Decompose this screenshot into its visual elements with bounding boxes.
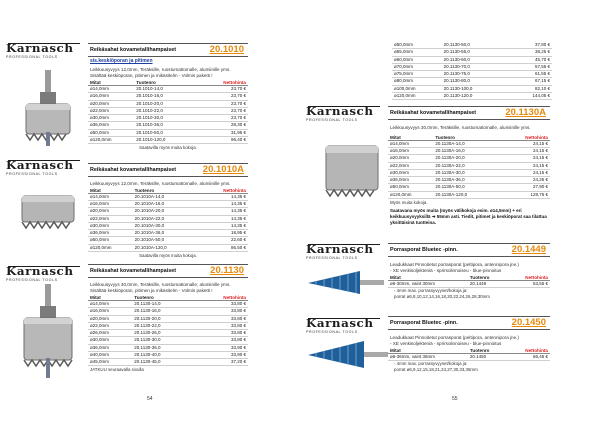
table-row [88, 201, 248, 208]
table-row [388, 148, 550, 155]
availability-note: Saatavana myös muita (myös välikokoja esim. ø14,5mm) + eri keikkuusyvyyksillä ➜ 55mm asti. Tiedit, pitimet ja keskiöporat saa tilattua yksittäisinä tuotteina. [390, 207, 547, 225]
section-20-1130 [88, 264, 248, 372]
cell-size: ø30,0mm [88, 337, 132, 344]
cell-product-number: 20.1130-14,0 [132, 301, 191, 308]
cell-product-number: 20.1130A-120,0 [433, 191, 498, 198]
cell-product-number: 20.1130A-16,0 [433, 148, 498, 155]
cell-size: ø50,0mm [88, 129, 134, 136]
table-row [392, 78, 552, 85]
cell-net-price: 38,25 € [507, 49, 553, 56]
cell-size: ø36,0mm [388, 177, 433, 184]
col-header-size: Mitat [388, 275, 468, 281]
cell-product-number: 20.1130-20,0 [132, 315, 191, 322]
cell-product-number: 20.1130-100,0 [442, 85, 507, 92]
cell-net-price: 33,80 € [192, 330, 248, 337]
cell-size: ø22,0mm [388, 162, 433, 169]
cell-net-price: 96,40 € [195, 136, 248, 143]
brand-logo [306, 318, 382, 332]
brand-name: Karnasch [6, 159, 74, 172]
table-row [88, 215, 248, 222]
cell-size: ø14,0mm [88, 301, 132, 308]
left-page [0, 0, 298, 424]
description-line: Leadukkaat Pinnoitetut porrasporat (peltipora, antennipora jne.) [390, 335, 519, 340]
cell-product-number: 20.1010-14,0 [134, 86, 195, 93]
col-header-product-number: Tuotenro [468, 348, 505, 354]
hole-saw-with-arbor-image [16, 70, 80, 148]
table-row [388, 184, 550, 191]
brand-tagline: PROFESSIONAL TOOLS [306, 330, 358, 334]
cell-product-number: 20.1130A-30,0 [433, 169, 498, 176]
cell-product-number: 20.1010-50,0 [134, 129, 195, 136]
cell-product-number: 20.1010A-50,0 [133, 237, 198, 244]
brand-name: Karnasch [6, 265, 74, 278]
cell-net-price: 33,90 € [192, 344, 248, 351]
table-row [388, 140, 550, 147]
cell-product-number: 20.1130-26,0 [132, 330, 191, 337]
cell-net-price: 28,30 € [195, 122, 248, 129]
cell-product-number: 20.1130A-20,0 [433, 155, 498, 162]
bullet-line: - 4mm max. porrassyvyyset/kokoja ja: [394, 361, 468, 367]
cell-net-price: 24,15 € [498, 169, 550, 176]
col-header-size: Mitat [388, 348, 468, 354]
description-line: - XE venkisoljekteniä - sprirsolinnoiseu - blue-pinnoitus [390, 268, 502, 274]
product-code-link[interactable]: 20.1010 [209, 44, 244, 55]
brand-tagline: PROFESSIONAL TOOLS [306, 256, 358, 260]
table-row [88, 351, 248, 358]
table-row [88, 222, 248, 229]
cell-product-number: 20.1010-120,0 [134, 136, 195, 143]
cell-product-number: 20.1010-36,0 [134, 122, 195, 129]
cell-size: ø16,0mm [388, 148, 433, 155]
cell-product-number: 20.1130-30,0 [132, 337, 191, 344]
cell-size: ø30,0mm [88, 222, 133, 229]
brand-name: Karnasch [6, 42, 74, 55]
cell-product-number: 20.1010A-22,0 [133, 215, 198, 222]
cell-size: ø20,0mm [88, 208, 133, 215]
cell-size: ø75,0mm [392, 71, 442, 78]
section-title-bar [88, 43, 248, 57]
product-code-link[interactable]: 20.1450 [511, 317, 546, 328]
cell-net-price: 14,35 € [197, 201, 248, 208]
product-code-link[interactable]: 20.1130A [505, 107, 546, 118]
cell-product-number: 20.1010-20,0 [134, 100, 195, 107]
cell-net-price: 23,70 € [195, 100, 248, 107]
table-row [392, 42, 552, 49]
continues-note: JATKUU seuraavalla sivulla [90, 367, 144, 373]
cell-net-price: 86,50 € [197, 244, 248, 251]
cell-product-number: 20.1130-70,0 [442, 63, 507, 70]
cell-size: ø20,0mm [88, 315, 132, 322]
description-line: Sisältää keskiöporan, pitimen ja mikäsitelm - Volmis paketti ! [90, 288, 213, 294]
cell-size: ø50,0mm [388, 184, 433, 191]
section-20-1010 [88, 43, 248, 150]
cell-net-price: 82,10 € [507, 85, 553, 92]
price-table [88, 295, 248, 367]
cell-net-price: 23,70 € [195, 115, 248, 122]
deep-hole-saw-image [322, 140, 382, 204]
col-header-size: Mitat [88, 295, 132, 301]
cell-net-price: 57,55 € [507, 63, 553, 70]
cell-size: ø80,0mm [392, 78, 442, 85]
price-table [88, 187, 248, 252]
description-line: Leikkuusyvyys 12,0mm, Teräksille, ruostumattomalle, alumiinille yms. [90, 67, 231, 72]
cell-size: ø120,0mm [88, 136, 134, 143]
table-row [392, 92, 552, 99]
brand-name: Karnasch [306, 317, 374, 330]
cell-product-number: 20.1010A-14,0 [133, 193, 198, 200]
col-header-net-price: Nettohinta [197, 187, 248, 193]
cell-size: ø40,0mm [88, 351, 132, 358]
cell-net-price: 66,45 € [505, 354, 550, 361]
section-title: Reikäsahat kovametallihampaiset [90, 167, 176, 173]
cell-product-number: 20.1130-50,0 [442, 42, 507, 49]
cell-size: ø26,0mm [88, 330, 132, 337]
cell-net-price: 23,70 € [195, 86, 248, 93]
table-row [88, 122, 248, 129]
description-line: Sisältää keskiöporan, pitimen ja mikäsitelm - Volmis paketti ! [90, 73, 213, 79]
cell-product-number: 20.1130-40,0 [132, 351, 191, 358]
cell-size: ø22,0mm [88, 322, 132, 329]
cell-product-number: 20.1130A-50,0 [433, 184, 498, 191]
cell-product-number: 20.1010A-120,0 [133, 244, 198, 251]
cell-net-price: 24,25 € [498, 177, 550, 184]
bullet-line: porrat ø6,9,12,15,18,21,24,27,30,33,36mm [394, 366, 478, 372]
step-drill-image [304, 338, 390, 372]
section-title-bar [88, 264, 248, 278]
section-note: Saatavilla myös muita kokoja. [139, 145, 197, 151]
cell-size: ø45,0mm [88, 359, 132, 366]
cell-product-number: 20.1130-36,0 [132, 344, 191, 351]
section-title: Porrasporat Bluetec -pinn. [390, 320, 458, 326]
table-row [88, 322, 248, 329]
section-title: Reikäsahat kovametallihampaiset [390, 110, 476, 116]
col-header-net-price: Nettohinta [192, 295, 248, 301]
price-table [392, 42, 552, 100]
col-header-product-number: Tuotenro [133, 187, 198, 193]
table-row [88, 193, 248, 200]
table-row [392, 63, 552, 70]
cell-size: ø30,0mm [88, 115, 134, 122]
cell-size: ø55,0mm [392, 49, 442, 56]
col-header-net-price: Nettohinta [195, 80, 248, 86]
section-20-1130A [388, 106, 550, 226]
brand-logo [306, 106, 382, 120]
cell-net-price: 24,15 € [498, 140, 550, 147]
cell-product-number: 20.1130-75,0 [442, 71, 507, 78]
brand-tagline: PROFESSIONAL TOOLS [6, 278, 58, 282]
table-row [88, 107, 248, 114]
section-20-1449 [388, 243, 550, 300]
cell-product-number: 20.1130-55,0 [442, 49, 507, 56]
cell-size: ø70,0mm [392, 63, 442, 70]
cell-size: ø14,0mm [388, 140, 433, 147]
product-code-link[interactable]: 20.1449 [511, 244, 546, 255]
table-row [88, 136, 248, 143]
col-header-net-price: Nettohinta [498, 134, 550, 140]
cell-net-price: 128,75 € [498, 191, 550, 198]
cell-net-price: 31,95 € [195, 129, 248, 136]
cell-net-price: 23,70 € [195, 107, 248, 114]
cell-product-number: 20.1130A-22,0 [433, 162, 498, 169]
table-row [88, 330, 248, 337]
cell-size: ø14,0mm [88, 86, 134, 93]
table-row [88, 86, 248, 93]
cell-net-price: 33,90 € [192, 351, 248, 358]
cell-net-price: 61,55 € [507, 71, 553, 78]
section-subhead: sis.keskiöporan ja pitimen [90, 58, 153, 64]
cell-product-number: 20.1130-80,0 [442, 78, 507, 85]
cell-net-price: 37,80 € [507, 42, 553, 49]
cell-net-price: 33,80 € [192, 315, 248, 322]
cell-size: ø20,0mm [388, 155, 433, 162]
cell-net-price: 33,80 € [192, 308, 248, 315]
table-row [388, 191, 550, 198]
cell-product-number: 20.1450 [468, 354, 505, 361]
cell-size: ø36,0mm [88, 344, 132, 351]
cell-net-price: 33,80 € [192, 322, 248, 329]
section-title: Reikäsahat kovametallihampaiset [90, 268, 176, 274]
col-header-net-price: Nettohinta [505, 275, 550, 281]
table-row [88, 315, 248, 322]
table-row [88, 129, 248, 136]
table-row [392, 85, 552, 92]
cell-product-number: 20.1010-16,0 [134, 93, 195, 100]
cell-product-number: 20.1010-22,0 [134, 107, 195, 114]
cell-size: ø22,0mm [88, 215, 133, 222]
price-table [388, 275, 550, 289]
cell-size: ø50,0mm [392, 42, 442, 49]
description-line: - XE venkisoljekteniä - sprirsolinnoiseu - blue-pinnoitus [390, 341, 502, 347]
col-header-size: Mitat [388, 134, 433, 140]
table-row [88, 230, 248, 237]
deep-hole-saw-with-arbor-image [14, 284, 82, 380]
section-title-bar [388, 316, 550, 330]
price-table [88, 80, 248, 145]
cell-net-price: 18,95 € [197, 230, 248, 237]
cell-product-number: 20.1010-30,0 [134, 115, 195, 122]
brand-name: Karnasch [306, 105, 374, 118]
cell-size: ø30,0mm [388, 169, 433, 176]
section-title-bar [388, 106, 550, 120]
brand-tagline: PROFESSIONAL TOOLS [306, 118, 358, 122]
page-number: 54 [147, 396, 153, 402]
table-row [388, 354, 550, 361]
hole-saw-image [18, 192, 78, 230]
cell-net-price: 33,80 € [192, 337, 248, 344]
cell-net-price: 45,70 € [507, 56, 553, 63]
cell-size: ø120,0mm [88, 244, 133, 251]
brand-tagline: PROFESSIONAL TOOLS [6, 55, 58, 59]
product-code-link[interactable]: 20.1010A [202, 164, 244, 175]
cell-product-number: 20.1130-16,0 [132, 308, 191, 315]
table-row [388, 169, 550, 176]
cell-net-price: 33,80 € [192, 301, 248, 308]
table-row [88, 337, 248, 344]
col-header-product-number: Tuotenro [433, 134, 498, 140]
product-code-link[interactable]: 20.1130 [210, 265, 244, 276]
cell-net-price: 24,15 € [498, 148, 550, 155]
section-20-1450 [388, 316, 550, 373]
brand-tagline: PROFESSIONAL TOOLS [6, 172, 58, 176]
cell-product-number: 20.1010A-36,0 [133, 230, 198, 237]
cell-product-number: 20.1130-120,0 [442, 92, 507, 99]
brand-logo [306, 244, 382, 258]
cell-product-number: 20.1130-22,0 [132, 322, 191, 329]
brand-logo [6, 160, 82, 174]
table-row [388, 155, 550, 162]
description-line: Leikkuusyvyys 12,0mm, Teräksille, ruostumattomalle, alumiinille yms. [90, 181, 231, 186]
table-row [392, 71, 552, 78]
description-line: Leadukkaat Pinnoitetut porrasporat (peltipora, antennipora jne.) [390, 262, 519, 267]
brand-logo [6, 266, 82, 280]
cell-size: ø100,0mm [392, 85, 442, 92]
section-title-bar [388, 243, 550, 257]
cell-net-price: 14,35 € [197, 193, 248, 200]
section-title: Porrasporat Bluetec -pinn. [390, 247, 458, 253]
cell-size: ø36,0mm [88, 230, 133, 237]
col-header-size: Mitat [88, 80, 134, 86]
cell-net-price: 37,20 € [192, 359, 248, 366]
cell-size: ø50,0mm [88, 237, 133, 244]
table-row [388, 281, 550, 288]
cell-net-price: 23,70 € [195, 93, 248, 100]
description-line: Leikkuusyvyys 30,0mm, Teräksille, ruostumattomalle, alumiinille yms. [90, 282, 231, 287]
step-drill-image [304, 268, 386, 298]
cell-size: ø6-36mm, vaint 36mm [388, 354, 468, 361]
cell-size: ø36,0mm [88, 122, 134, 129]
cell-size: ø60,0mm [392, 56, 442, 63]
col-header-product-number: Tuotenro [132, 295, 191, 301]
cell-size: ø16,0mm [88, 93, 134, 100]
cell-net-price: 24,15 € [498, 155, 550, 162]
cell-size: ø120,0mm [388, 191, 433, 198]
bullet-line: porrat ø6,8,10,12,14,16,18,20,22,24,26,28,30mm [394, 293, 490, 299]
col-header-net-price: Nettohinta [505, 348, 550, 354]
brand-name: Karnasch [306, 243, 374, 256]
col-header-size: Mitat [88, 187, 133, 193]
continued-table-20-1130 [392, 42, 552, 100]
table-row [88, 359, 248, 366]
description-line: Leikkuusyvyys 30,0mm, Teräksille, ruostumattomalle, alumiinille yms. [390, 125, 531, 130]
table-row [392, 49, 552, 56]
price-table [388, 348, 550, 362]
price-table [388, 134, 550, 199]
table-row [388, 177, 550, 184]
cell-product-number: 20.1130A-36,0 [433, 177, 498, 184]
brand-logo [6, 43, 82, 57]
cell-product-number: 20.1130A-14,0 [433, 140, 498, 147]
bullet-line: - 4mm max. porrassyvyyset/kokoja ja: [394, 288, 468, 294]
table-row [392, 56, 552, 63]
cell-net-price: 144,05 € [507, 92, 553, 99]
table-row [88, 93, 248, 100]
cell-net-price: 53,55 € [505, 281, 550, 288]
table-row [88, 237, 248, 244]
cell-product-number: 20.1130-60,0 [442, 56, 507, 63]
col-header-product-number: Tuotenro [134, 80, 195, 86]
cell-net-price: 14,35 € [197, 222, 248, 229]
section-title-bar [88, 163, 248, 177]
cell-size: ø16,0mm [88, 308, 132, 315]
cell-size: ø14,0mm [88, 193, 133, 200]
cell-net-price: 22,60 € [197, 237, 248, 244]
cell-product-number: 20.1010A-16,0 [133, 201, 198, 208]
cell-product-number: 20.1449 [468, 281, 505, 288]
table-row [88, 208, 248, 215]
cell-product-number: 20.1010A-20,0 [133, 208, 198, 215]
cell-size: ø120,0mm [392, 92, 442, 99]
table-row [88, 115, 248, 122]
section-title: Reikäsahat kovametallihampaiset [90, 47, 176, 53]
cell-size: ø20,0mm [88, 100, 134, 107]
cell-net-price: 24,15 € [498, 162, 550, 169]
section-20-1010A [88, 163, 248, 258]
cell-net-price: 27,90 € [498, 184, 550, 191]
table-row [88, 344, 248, 351]
table-row [88, 100, 248, 107]
cell-size: ø22,0mm [88, 107, 134, 114]
section-note: Myös muita kokoja. [390, 199, 428, 205]
cell-product-number: 20.1130-45,0 [132, 359, 191, 366]
col-header-product-number: Tuotenro [468, 275, 505, 281]
right-page [300, 0, 600, 424]
cell-net-price: 14,35 € [197, 215, 248, 222]
cell-net-price: 14,35 € [197, 208, 248, 215]
table-row [88, 308, 248, 315]
cell-net-price: 67,15 € [507, 78, 553, 85]
section-note: Saatavilla myös muita kokoja. [139, 252, 197, 258]
cell-product-number: 20.1010A-30,0 [133, 222, 198, 229]
table-row [388, 162, 550, 169]
cell-size: ø16,0mm [88, 201, 133, 208]
cell-size: ø6-30mm, vaint 30mm [388, 281, 468, 288]
table-row [88, 244, 248, 251]
table-row [88, 301, 248, 308]
page-number: 55 [452, 396, 458, 402]
